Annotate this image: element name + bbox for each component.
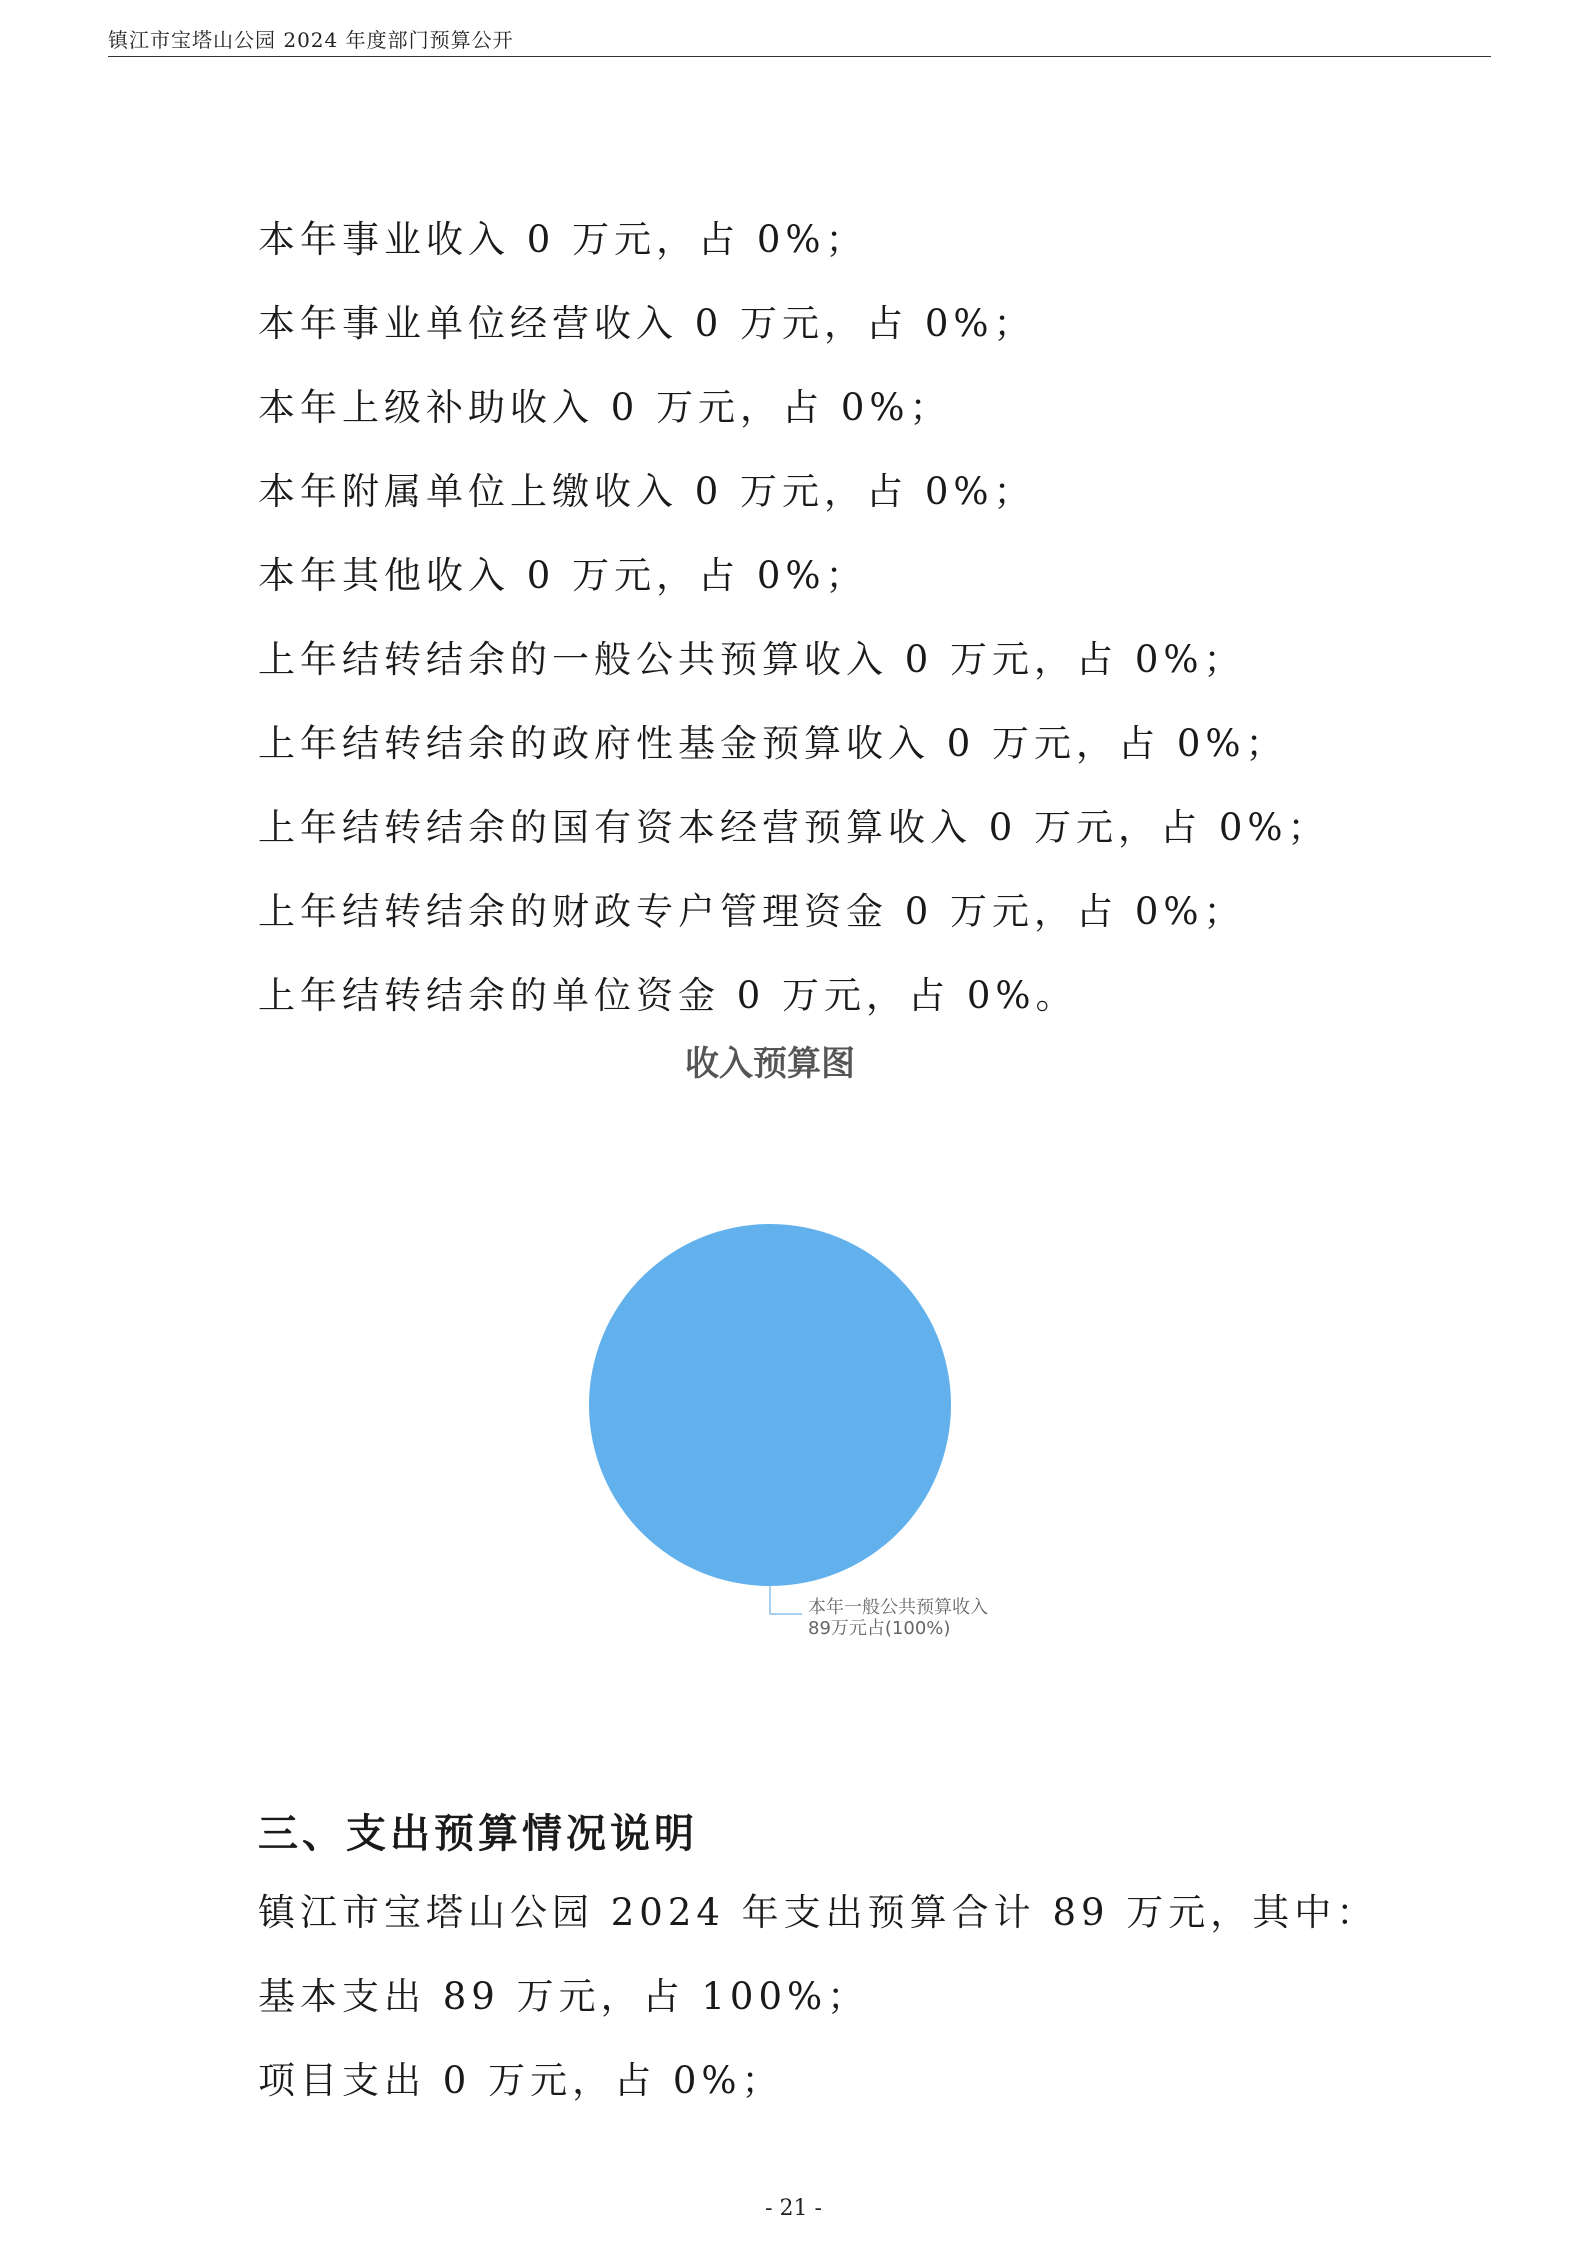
slice-label-name: 本年一般公共预算收入 [808, 1597, 988, 1618]
chart-title: 收入预算图 [685, 1044, 855, 1084]
income-line: 本年事业收入 0 万元，占 0%； [258, 218, 868, 261]
slice-label-value: 89万元占(100%) [808, 1618, 951, 1639]
income-line: 上年结转结余的单位资金 0 万元，占 0%。 [258, 974, 1078, 1017]
income-line: 上年结转结余的财政专户管理资金 0 万元，占 0%； [258, 890, 1246, 933]
pie-slice [589, 1224, 951, 1586]
page-header-title: 镇江市宝塔山公园 2024 年度部门预算公开 [108, 28, 514, 52]
income-line: 本年附属单位上缴收入 0 万元，占 0%； [258, 470, 1036, 513]
expenditure-line: 镇江市宝塔山公园 2024 年支出预算合计 89 万元，其中： [258, 1891, 1379, 1934]
income-budget-chart [400, 1040, 1140, 1680]
expenditure-lines [258, 1883, 1378, 2135]
income-line: 上年结转结余的一般公共预算收入 0 万元，占 0%； [258, 638, 1246, 681]
section-title: 三、支出预算情况说明 [258, 1811, 698, 1857]
expenditure-line: 项目支出 0 万元，占 0%； [258, 2059, 784, 2102]
income-line: 本年上级补助收入 0 万元，占 0%； [258, 386, 952, 429]
income-line: 本年其他收入 0 万元，占 0%； [258, 554, 868, 597]
income-line: 上年结转结余的国有资本经营预算收入 0 万元，占 0%； [258, 806, 1330, 849]
income-line: 本年事业单位经营收入 0 万元，占 0%； [258, 302, 1036, 345]
pie-chart-svg [400, 1040, 1140, 1680]
pie-slices [589, 1224, 951, 1586]
slice-leader-line [770, 1586, 802, 1614]
income-line: 上年结转结余的政府性基金预算收入 0 万元，占 0%； [258, 722, 1288, 765]
expenditure-line: 基本支出 89 万元，占 100%； [258, 1975, 870, 2018]
page-number: - 21 - [765, 2196, 822, 2221]
header-divider [108, 56, 1491, 57]
income-lines [258, 210, 1330, 1050]
